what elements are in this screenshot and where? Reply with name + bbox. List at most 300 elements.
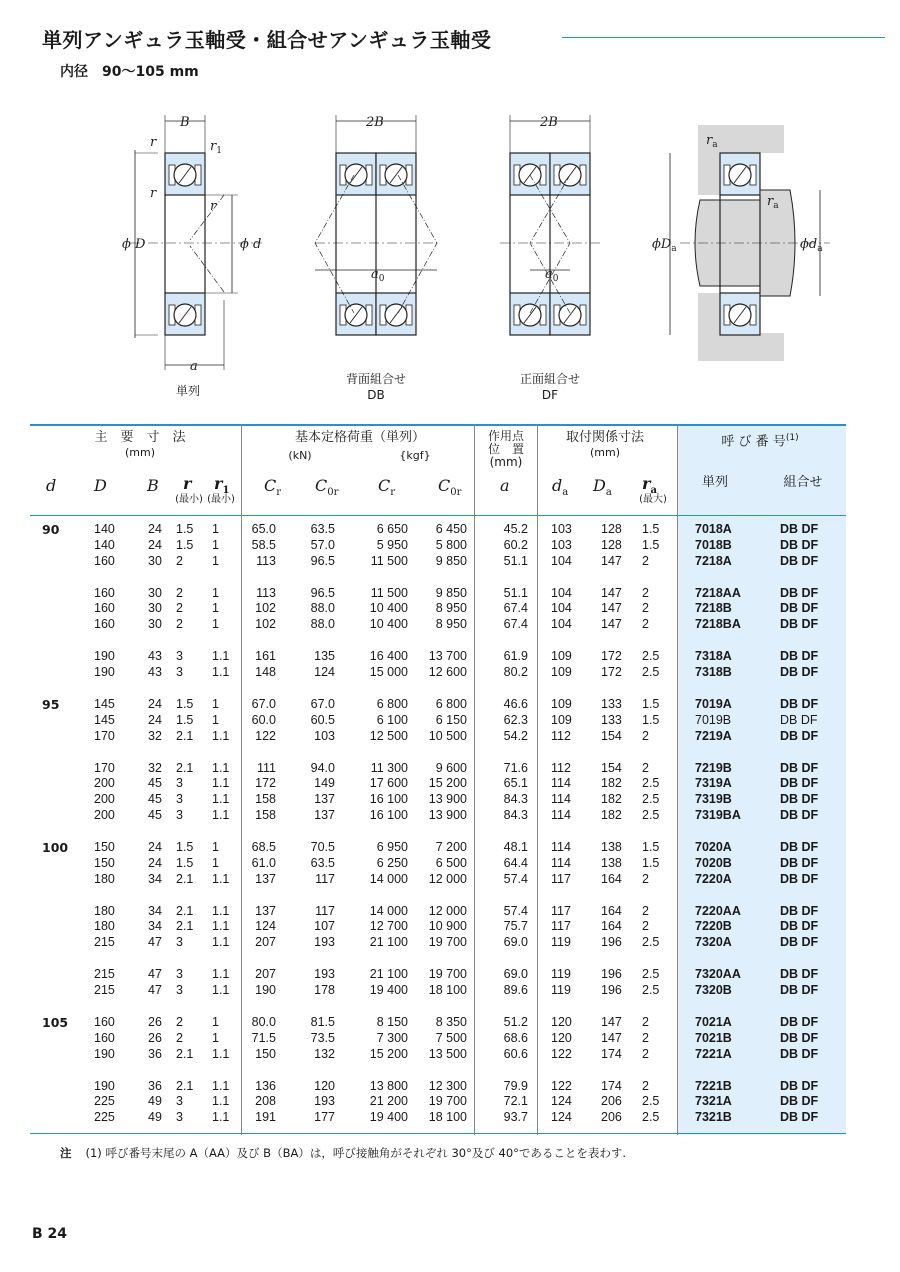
cell-d: 225 [94,1094,115,1109]
cell-r: 1.5 [176,537,194,552]
cell-b: 30 [148,553,162,568]
cell-b: 45 [148,808,162,822]
cell-r: 2 [176,585,183,600]
cell-cr: 102 [255,617,276,632]
cell-ra: 2 [642,1046,649,1061]
cell-da: 119 [551,967,571,982]
cell-b: 24 [148,537,162,552]
header-load-point-1: 作用点 [487,429,524,443]
cell-no: 7218A [695,553,732,568]
svg-text:B: B [180,115,190,130]
header-load-kn: (kN) [288,449,312,462]
cell-cr: 102 [255,601,276,616]
cell-da: 172 [601,665,622,679]
cell-combo: DB DF [780,665,819,679]
cell-da: 117 [551,903,571,918]
header-load-point [478,430,534,469]
cell-da: 147 [601,601,622,616]
cell-cr: 111 [256,760,276,775]
cell-d: 170 [94,728,115,743]
cell-a: 75.7 [503,919,528,934]
cell-da: 206 [601,1110,622,1125]
cell-b: 26 [148,1015,162,1029]
table-row [30,904,846,920]
cell-no: 7321B [695,1110,732,1125]
cell-c0rk: 13 900 [428,808,467,822]
cell-b: 24 [148,840,162,854]
cell-cr: 113 [256,553,276,568]
svg-text:a: a [190,359,198,374]
cell-r1: 1.1 [212,967,230,982]
cell-crk: 19 400 [369,1110,408,1125]
cell-b: 36 [148,1078,162,1093]
cell-cr: 80.0 [251,1015,276,1029]
header-mounting-unit: (mm) [589,446,620,459]
cell-r: 2.1 [176,760,194,775]
cell-crk: 14 000 [369,871,408,886]
cell-cr: 61.0 [251,855,276,870]
cell-d: 145 [94,697,115,711]
cell-c0rk: 6 450 [435,522,467,536]
cell-combo: DB DF [780,935,819,950]
cell-da: 133 [601,712,622,727]
cell-cr: 137 [255,871,276,886]
cell-b: 24 [148,855,162,870]
header-Cr-kgf: $C_r$ [378,476,396,499]
cell-c0rk: 19 700 [428,935,467,950]
cell-no: 7219B [695,760,732,775]
header-B: B [147,476,159,495]
cell-b: 30 [148,601,162,616]
cell-r: 1.5 [176,697,194,711]
cell-ra: 2 [642,601,649,616]
df-caption-jp: 正面組合せ [519,372,580,386]
cell-a: 60.2 [503,537,528,552]
cell-b: 32 [148,728,162,743]
table-row [30,967,846,983]
cell-r1: 1.1 [212,871,230,886]
cell-combo: DB DF [780,1015,819,1029]
cell-da: 124 [551,1094,572,1109]
cell-r: 3 [176,665,183,679]
cell-cr: 137 [255,903,276,918]
cell-r: 1.5 [176,712,194,727]
cell-crk: 16 100 [369,792,408,807]
cell-r: 2.1 [176,1078,194,1093]
db-caption [326,371,426,403]
cell-combo: DB DF [780,903,819,918]
cell-da: 147 [601,1015,622,1029]
cell-b: 34 [148,871,162,886]
header-Da: $D_a$ [593,476,612,499]
cell-d: 160 [94,553,115,568]
header-main-dims: 主 要 寸 法 [94,430,186,445]
cell-r: 3 [176,649,183,664]
cell-c0r: 67.0 [310,697,335,711]
svg-text:2B: 2B [540,115,558,130]
header-Cr: $C_r$ [264,476,282,499]
cell-no: 7219A [695,728,732,743]
cell-crk: 19 400 [369,983,408,997]
cell-crk: 11 500 [370,585,408,600]
table-row [30,522,846,538]
cell-da: 122 [551,1046,572,1061]
cell-a: 48.1 [503,840,528,854]
cell-cr: 60.0 [251,712,276,727]
cell-da: 119 [551,935,571,950]
cell-d: 180 [94,903,115,918]
cell-a: 79.9 [503,1078,528,1093]
cell-c0rk: 6 150 [435,712,467,727]
cell-crk: 21 200 [369,1094,408,1109]
cell-c0r: 94.0 [310,760,335,775]
cell-crk: 17 600 [369,776,408,791]
cell-combo: DB DF [780,1046,819,1061]
cell-r1: 1.1 [212,792,230,807]
cell-ra: 2.5 [642,935,660,950]
header-load-kgf: {kgf} [399,449,431,462]
table-row [30,665,846,681]
cell-ra: 2.5 [642,665,660,679]
cell-combo: DB DF [780,553,819,568]
table-row [30,538,846,554]
cell-c0r: 57.0 [310,537,335,552]
df-caption-en: DF [541,388,559,402]
cell-no: 7318A [695,649,732,664]
cell-cr: 71.5 [251,1030,276,1045]
cell-a: 89.6 [503,983,528,997]
cell-crk: 14 000 [369,903,408,918]
cell-r1: 1 [212,855,219,870]
bearing-diagrams [0,100,900,400]
cell-a: 68.6 [503,1030,528,1045]
cell-combo: DB DF [780,697,819,711]
cell-r1: 1 [212,712,219,727]
table-row [30,1079,846,1095]
cell-a: 45.2 [503,522,528,536]
cell-c0rk: 5 800 [435,537,467,552]
cell-da: 147 [601,1030,622,1045]
cell-a: 57.4 [503,903,528,918]
cell-a: 46.6 [503,697,528,711]
cell-a: 93.7 [503,1110,528,1125]
table-row [30,872,846,888]
table-row [30,649,846,665]
cell-da: 154 [601,760,622,775]
cell-r1: 1.1 [212,649,230,664]
table-row [30,1047,846,1063]
subtitle-label: 内径 [60,64,88,80]
header-da: $d_a$ [552,476,569,499]
single-row-caption: 単列 [175,384,200,398]
page-number: B 24 [32,1226,68,1242]
table-bottom-rule [30,1133,846,1134]
cell-b: 49 [148,1094,162,1109]
cell-d: 150 [94,840,115,854]
cell-r: 2 [176,1030,183,1045]
cell-da: 164 [601,919,622,934]
header-designation-note: (1) [785,433,799,443]
cell-c0r: 193 [314,935,335,950]
footnote-label: 注 [60,1146,72,1160]
cell-da: 114 [551,776,571,791]
cell-ra: 2 [642,1078,649,1093]
table-row [30,1094,846,1110]
cell-combo: DB DF [780,617,819,632]
cell-b: 47 [148,967,162,982]
cell-c0r: 137 [314,808,335,822]
header-combo: 組合せ [783,475,823,490]
cell-r1: 1.1 [212,1110,230,1125]
table-row [30,840,846,856]
cell-b: 43 [148,649,162,664]
cell-crk: 21 100 [369,967,408,982]
cell-c0rk: 13 500 [428,1046,467,1061]
cell-combo: DB DF [780,1030,819,1045]
cell-crk: 21 100 [369,935,408,950]
cell-combo: DB DF [780,840,819,854]
cell-d: 100 [42,840,69,855]
cell-c0rk: 12 300 [428,1078,467,1093]
cell-crk: 6 950 [376,840,408,854]
svg-text:ϕda: $\phi d_a$ [800,237,823,254]
cell-da: 182 [601,792,622,807]
cell-d: 215 [94,983,115,997]
cell-crk: 12 700 [369,919,408,934]
cell-cr: 148 [255,665,276,679]
cell-d: 150 [94,855,115,870]
cell-d: 160 [94,585,115,600]
cell-crk: 6 650 [376,522,408,536]
cell-d: 145 [94,712,115,727]
cell-da: 109 [551,649,572,664]
cell-c0r: 73.5 [310,1030,335,1045]
cell-r1: 1.1 [212,983,230,997]
cell-ra: 2.5 [642,776,660,791]
cell-r1: 1.1 [212,808,230,822]
cell-da: 120 [551,1030,572,1045]
cell-c0r: 120 [314,1078,335,1093]
cell-ra: 1.5 [642,522,660,536]
page-title: 単列アンギュラ玉軸受・組合せアンギュラ玉軸受 [42,28,492,52]
cell-r1: 1 [212,697,219,711]
cell-a: 51.1 [503,553,528,568]
cell-da: 174 [601,1078,622,1093]
cell-ra: 2 [642,1015,649,1029]
cell-c0rk: 6 500 [435,855,467,870]
cell-d: 180 [94,871,115,886]
cell-da: 104 [551,601,572,616]
cell-da: 124 [551,1110,572,1125]
svg-text:ϕ d: ϕ d [240,237,262,252]
cell-a: 60.6 [503,1046,528,1061]
cell-r1: 1.1 [212,728,230,743]
cell-no: 7221B [695,1078,732,1093]
cell-a: 51.2 [503,1015,528,1029]
page-subtitle [60,61,199,81]
cell-da: 196 [601,983,622,997]
cell-c0rk: 8 950 [435,601,467,616]
cell-c0r: 117 [315,903,335,918]
cell-crk: 7 300 [376,1030,408,1045]
cell-a: 54.2 [503,728,528,743]
header-C0r: $C_{0r}$ [315,476,339,499]
cell-ra: 2 [642,903,649,918]
cell-c0r: 103 [314,728,335,743]
svg-text:r: r [150,186,157,201]
cell-crk: 15 200 [369,1046,408,1061]
cell-c0r: 137 [314,792,335,807]
df-caption [500,371,600,403]
cell-r: 1.5 [176,855,194,870]
cell-da: 164 [601,871,622,886]
header-C0r-kgf: $C_{0r}$ [438,476,462,499]
cell-r: 3 [176,1110,183,1125]
cell-ra: 1.5 [642,697,660,711]
cell-b: 24 [148,712,162,727]
cell-no: 7019B [695,712,732,727]
cell-c0rk: 12 600 [428,665,467,679]
cell-c0r: 193 [314,1094,335,1109]
cell-no: 7319B [695,792,732,807]
cell-r1: 1.1 [212,1046,230,1061]
cell-b: 30 [148,617,162,632]
cell-combo: DB DF [780,585,819,600]
cell-no: 7020A [695,840,732,854]
cell-da: 147 [601,617,622,632]
cell-r: 3 [176,1094,183,1109]
cell-r1: 1 [212,522,219,536]
cell-crk: 6 800 [376,697,408,711]
cell-b: 32 [148,760,162,775]
header-ra: $r_a$ [642,474,657,497]
cell-crk: 6 250 [376,855,408,870]
cell-r1: 1 [212,1015,219,1029]
cell-crk: 10 400 [369,617,408,632]
cell-cr: 190 [255,983,276,997]
cell-c0r: 193 [314,967,335,982]
db-figure [315,115,437,335]
cell-c0rk: 18 100 [428,983,467,997]
cell-a: 72.1 [503,1094,528,1109]
cell-cr: 113 [256,585,276,600]
cell-b: 24 [148,697,162,711]
svg-text:a0: $a_0$ [371,267,385,284]
cell-c0rk: 6 800 [435,697,467,711]
cell-no: 7321A [695,1094,732,1109]
cell-da: 103 [551,537,572,552]
cell-a: 64.4 [503,855,528,870]
cell-c0rk: 8 950 [435,617,467,632]
cell-ra: 2.5 [642,649,660,664]
cell-da: 196 [601,935,622,950]
cell-a: 69.0 [503,935,528,950]
cell-ra: 2.5 [642,983,660,997]
table-row [30,808,846,824]
cell-r1: 1 [212,1030,219,1045]
cell-crk: 12 500 [369,728,408,743]
cell-da: 138 [601,840,622,854]
cell-a: 51.1 [503,585,528,600]
header-main-dims-unit: (mm) [124,446,155,459]
header-load-point-unit: (mm) [489,455,523,469]
cell-b: 36 [148,1046,162,1061]
cell-d: 200 [94,792,115,807]
svg-text:2B: 2B [366,115,384,130]
cell-b: 43 [148,665,162,679]
cell-combo: DB DF [780,919,819,934]
cell-r1: 1.1 [212,760,230,775]
table-row [30,1110,846,1126]
cell-da: 128 [601,537,622,552]
cell-a: 84.3 [503,808,528,822]
cell-no: 7320B [695,983,732,997]
cell-r: 2.1 [176,1046,194,1061]
cell-da: 117 [551,871,571,886]
cell-ra: 1.5 [642,537,660,552]
cell-ra: 1.5 [642,840,660,854]
cell-no: 7018B [695,537,732,552]
cell-r: 2 [176,617,183,632]
cell-cr: 58.5 [251,537,276,552]
cell-c0r: 178 [314,983,335,997]
cell-r1: 1 [212,553,219,568]
cell-b: 45 [148,792,162,807]
cell-r1: 1 [212,617,219,632]
cell-da: 109 [551,697,572,711]
cell-ra: 2.5 [642,792,660,807]
cell-da: 104 [551,617,572,632]
cell-c0rk: 9 850 [435,585,467,600]
cell-ra: 2 [642,617,649,632]
table-row [30,1015,846,1031]
cell-da: 109 [551,665,572,679]
cell-c0r: 63.5 [310,855,335,870]
single-row-figure [122,115,262,374]
cell-b: 45 [148,776,162,791]
cell-da: 147 [601,553,622,568]
table-row [30,713,846,729]
cell-no: 7220AA [695,903,741,918]
cell-r1: 1 [212,601,219,616]
cell-da: 114 [551,840,571,854]
cell-a: 80.2 [503,665,528,679]
table-row [30,697,846,713]
cell-ra: 2.5 [642,1110,660,1125]
cell-no: 7319BA [695,808,741,822]
cell-d: 180 [94,919,115,934]
cell-a: 61.9 [503,649,528,664]
svg-text:ra: $r_a$ [767,194,779,211]
mounting-figure [652,125,830,361]
cell-crk: 6 100 [376,712,408,727]
cell-c0r: 60.5 [310,712,335,727]
df-figure [500,115,600,335]
header-r: r [183,474,192,493]
cell-ra: 1.5 [642,855,660,870]
cell-crk: 13 800 [369,1078,408,1093]
table-row [30,1031,846,1047]
header-designation [690,431,830,449]
cell-da: 114 [551,808,571,822]
cell-no: 7018A [695,522,732,536]
cell-da: 182 [601,776,622,791]
cell-no: 7220A [695,871,732,886]
cell-c0r: 88.0 [310,617,335,632]
bearing-table [30,424,846,1135]
table-top-rule [30,424,846,426]
cell-d: 215 [94,967,115,982]
